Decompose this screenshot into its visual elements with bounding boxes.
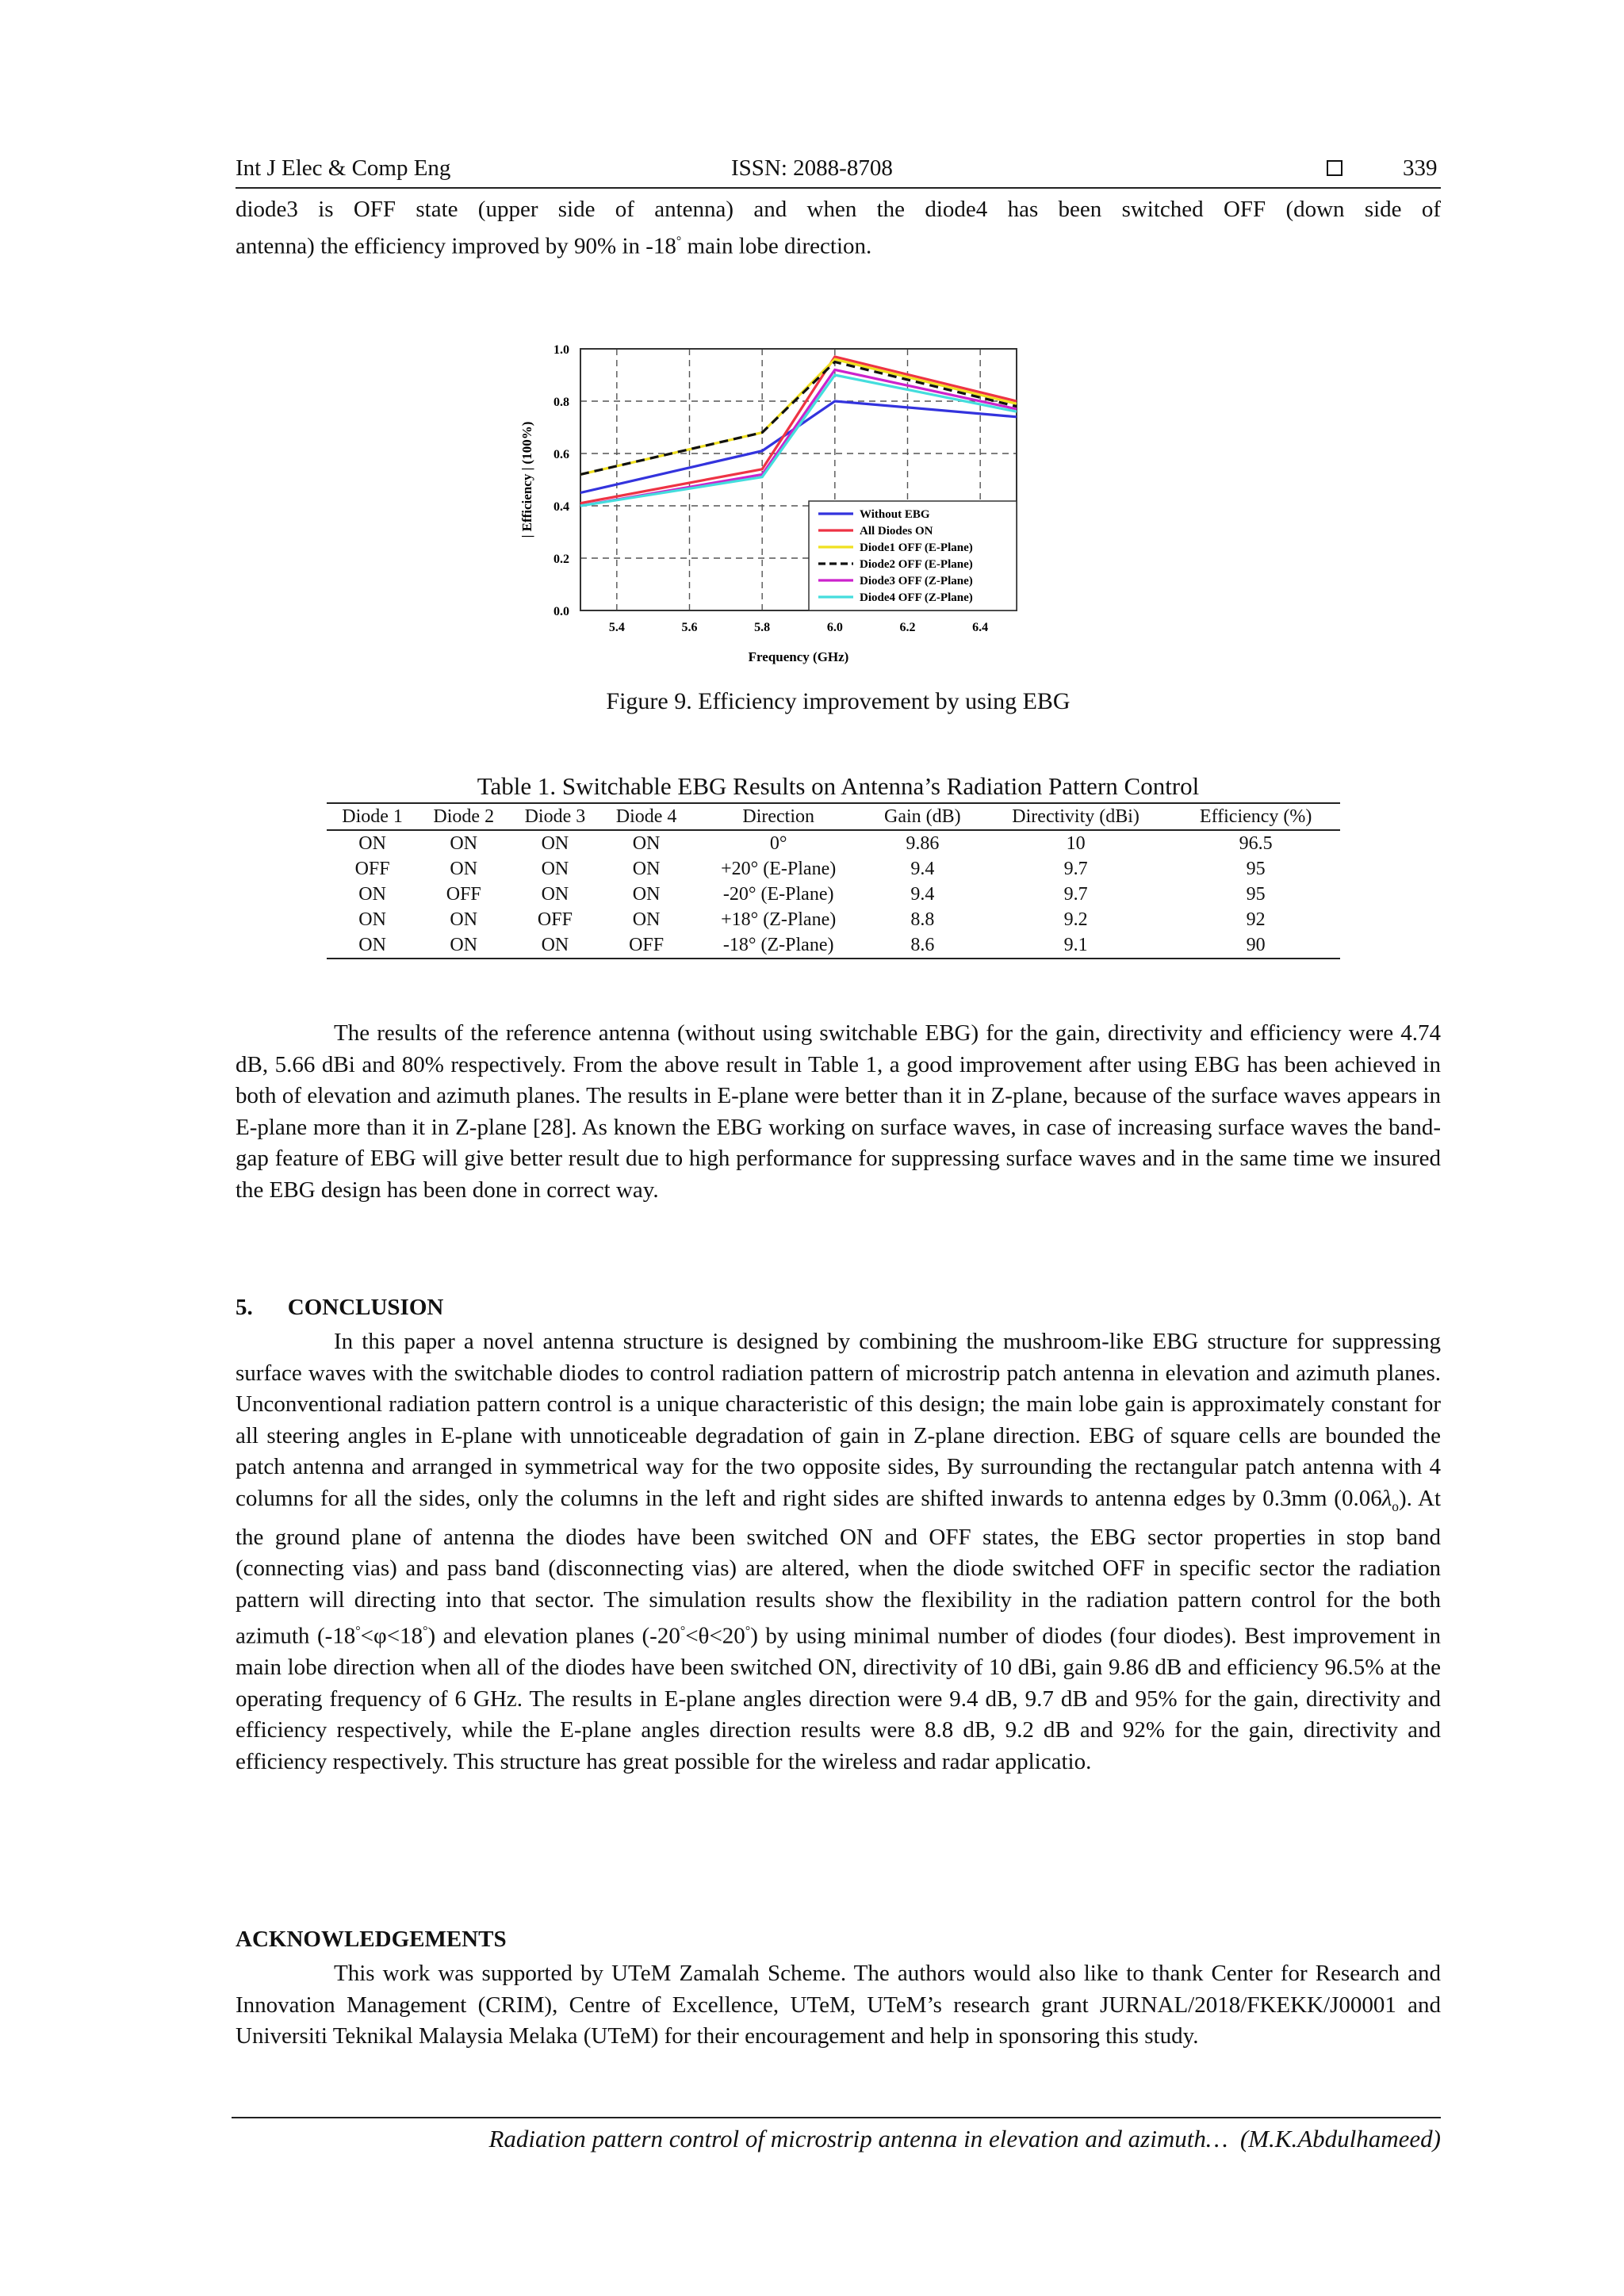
table-header-cell: Diode 1 — [327, 803, 418, 830]
table-cell: 9.4 — [910, 883, 935, 905]
y-tick-label: 1.0 — [553, 343, 569, 357]
intro-paragraph — [236, 194, 1441, 262]
table-cell: OFF — [601, 932, 692, 959]
table-cell: 95 — [1246, 883, 1266, 905]
table-cell: 9.86 — [906, 832, 940, 854]
table-cell: 8.8 — [910, 909, 935, 930]
table-body — [327, 830, 1340, 959]
series-line — [580, 362, 1017, 475]
table-cell: 0° — [769, 832, 787, 854]
table-cell: ON — [358, 832, 386, 854]
table-cell: ON — [632, 858, 661, 879]
running-header — [236, 155, 1441, 189]
x-tick-label: 5.4 — [608, 621, 625, 634]
square-bullet-icon — [1327, 160, 1342, 176]
table-cell: 10 — [1066, 832, 1086, 854]
intro-line-2: antenna) the efficiency improved by 90% in -18° main lobe direction. — [236, 233, 872, 259]
table-header-cell: Direction — [692, 803, 865, 830]
table-cell: 8.6 — [865, 932, 980, 959]
results-paragraph: The results of the reference antenna (without using switchable EBG) for the gain, directivity and efficiency were 4.74 dB, 5.66 dBi and 80% respectively. From the above result in Table 1, a good improvement after using EBG has been achieved in both of elevation and azimuth planes. The results in E-plane were better than it in Z-plane, because of the surface waves appears in E-plane more than it in Z-plane [28]. As known the EBG working on surface waves, in case of increasing surface waves the band-gap feature of EBG will give better result due to high performance for suppressing surface waves and in the same time we insured the EBG design has been done in correct way. — [236, 1020, 1441, 1203]
table-cell: OFF — [446, 883, 481, 905]
table-cell: 95 — [1246, 858, 1266, 879]
table-cell: ON — [358, 909, 386, 930]
legend-label: Diode4 OFF (Z-Plane) — [860, 591, 973, 604]
running-footer — [232, 2125, 1441, 2153]
table-cell: ON — [632, 883, 661, 905]
table-cell: ON — [509, 932, 600, 959]
table-cell: 9.7 — [1063, 858, 1088, 879]
issn: ISSN: 2088-8708 — [731, 155, 893, 181]
table-cell: +18° (Z-Plane) — [721, 909, 837, 930]
table-cell: ON — [632, 909, 661, 930]
table-header-cell: Diode 3 — [509, 803, 600, 830]
table-cell: 9.4 — [910, 858, 935, 879]
table-cell: ON — [632, 832, 661, 854]
section-number: 5. — [236, 1295, 253, 1320]
table-cell: ON — [541, 858, 569, 879]
table-cell: ON — [450, 832, 478, 854]
y-tick-label: 0.2 — [553, 553, 569, 566]
table-cell: ON — [450, 858, 478, 879]
table-cell: ON — [450, 909, 478, 930]
table-cell: 9.1 — [980, 932, 1171, 959]
table-cell: 9.7 — [1063, 883, 1088, 905]
table-cell: OFF — [537, 909, 573, 930]
legend-label: Diode2 OFF (E-Plane) — [860, 558, 973, 571]
results-table — [327, 802, 1340, 959]
x-tick-label: 6.0 — [826, 621, 843, 634]
journal-name: Int J Elec & Comp Eng — [236, 155, 451, 181]
table-cell: OFF — [354, 858, 390, 879]
legend-label: Diode1 OFF (E-Plane) — [860, 541, 973, 554]
x-tick-label: 6.4 — [972, 621, 989, 634]
table-cell: ON — [327, 932, 418, 959]
table-cell: +20° (E-Plane) — [721, 858, 837, 879]
running-title: Radiation pattern control of microstrip antenna in elevation and azimuth… — [488, 2125, 1228, 2152]
page-number: 339 — [1403, 155, 1438, 181]
table-header-cell: Efficiency (%) — [1171, 803, 1340, 830]
acknowledgements-paragraph: This work was supported by UTeM Zamalah Scheme. The authors would also like to thank Center for Research and Innovation Management (CRIM), Centre of Excellence, UTeM, UTeM’s research grant JURNAL/2018/FKEKK/J00001 and Universiti Teknikal Malaysia Melaka (UTeM) for their encouragement and help in sponsoring this study. — [236, 1961, 1441, 2049]
table-row — [327, 882, 1340, 907]
y-tick-label: 0.6 — [553, 448, 569, 461]
intro-line-1: diode3 is OFF state (upper side of antenna) and when the diode4 has been switched OFF (down side of — [236, 197, 1441, 222]
y-tick-label: 0.4 — [553, 500, 569, 514]
x-tick-label: 6.2 — [899, 621, 916, 634]
table-row — [327, 932, 1340, 959]
table-row — [327, 830, 1340, 856]
footer-authors: (M.K.Abdulhameed) — [1239, 2125, 1441, 2152]
table-caption: Table 1. Switchable EBG Results on Antenna’s Radiation Pattern Control — [477, 772, 1200, 800]
y-tick-label: 0.8 — [553, 396, 569, 409]
table-cell: ON — [541, 832, 569, 854]
y-tick-label: 0.0 — [553, 605, 569, 618]
table-cell: -20° (E-Plane) — [722, 883, 834, 905]
table-header-cell: Gain (dB) — [865, 803, 980, 830]
table-cell: 90 — [1171, 932, 1340, 959]
x-tick-label: 5.6 — [681, 621, 698, 634]
table-header-row — [327, 803, 1340, 830]
table-cell: -18° (Z-Plane) — [692, 932, 865, 959]
table-header-cell: Diode 4 — [601, 803, 692, 830]
section-title: CONCLUSION — [287, 1295, 444, 1320]
table-cell: 96.5 — [1239, 832, 1273, 854]
table-cell: ON — [358, 883, 386, 905]
acknowledgements-heading: ACKNOWLEDGEMENTS — [236, 1927, 507, 1952]
table-header-cell: Diode 2 — [418, 803, 509, 830]
legend-label: All Diodes ON — [860, 525, 933, 538]
table-header-cell: Directivity (dBi) — [980, 803, 1171, 830]
conclusion-heading — [236, 1295, 443, 1321]
x-tick-label: 5.8 — [754, 621, 771, 634]
y-axis-label: | Efficiency | (100%) — [519, 421, 534, 538]
footer-rule — [232, 2117, 1441, 2118]
x-axis-label: Frequency (GHz) — [748, 649, 849, 664]
legend-label: Without EBG — [860, 508, 930, 521]
table-row — [327, 907, 1340, 932]
table-cell: 9.2 — [1063, 909, 1088, 930]
series-line — [580, 359, 1017, 474]
figure-caption: Figure 9. Efficiency improvement by using EBG — [606, 688, 1071, 714]
legend-label: Diode3 OFF (Z-Plane) — [860, 575, 973, 587]
table-cell: 92 — [1246, 909, 1266, 930]
table-cell: ON — [541, 883, 569, 905]
table-row — [327, 856, 1340, 882]
efficiency-chart — [508, 325, 1031, 674]
table-cell: ON — [418, 932, 509, 959]
conclusion-paragraph: In this paper a novel antenna structure is designed by combining the mushroom-like EBG structure for suppressing surface waves with the switchable diodes to control radiation pattern of microstrip patch antenna in elevation and azimuth planes. Unconventional radiation pattern control is a unique characteristic of this design; the main lobe gain is approximately constant for all steering angles in E-plane with unnoticeable degradation of gain in Z-plane direction. EBG of square cells are bounded the patch antenna and arranged in symmetrical way for the two opposite sides, By surrounding the rectangular patch antenna with 4 columns for all the sides, only the columns in the left and right sides are shifted inwards to antenna edges by 0.3mm $(0.06\lambda_o)$. At the ground plane of antenna the diodes have been switched ON and OFF states, the EBG sector properties in stop band (connecting vias) and pass band (disconnecting vias) are altered, when the diode switched OFF in specific sector the radiation pattern will directing into that sector. The simulation results show the flexibility in the radiation pattern control for the both azimuth (-18°<φ<18°) and elevation planes (-20°<θ<20°) by using minimal number of diodes (four diodes). Best improvement in main lobe direction when all of the diodes have been switched ON, directivity of 10 dBi, gain 9.86 dB and efficiency 96.5% at the operating frequency of 6 GHz. The results in E-plane angles direction were 9.4 dB, 9.7 dB and 95% for the gain, directivity and efficiency respectively, while the E-plane angles direction results were 8.8 dB, 9.2 dB and 92% for the gain, directivity and efficiency respectively. This structure has great possible for the wireless and radar applicatio. — [236, 1329, 1442, 1774]
series-line — [580, 357, 1017, 503]
